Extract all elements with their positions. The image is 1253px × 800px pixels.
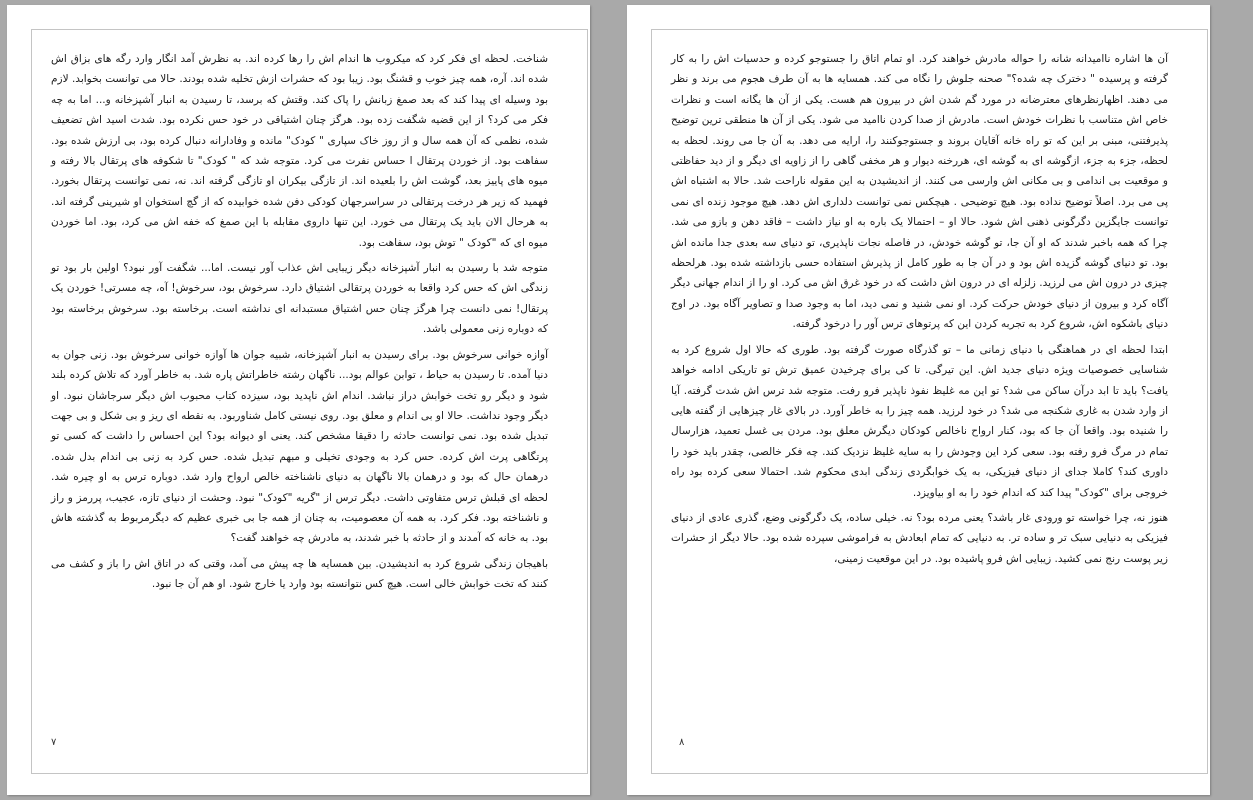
paragraph: ابتدا لحظه ای در هماهنگی با دنیای زمانی ما – تو گذرگاه صورت گرفته بود. طوری که حالا اول شروع کرد به شناسایی خصوصیات ویژه دنیای جدید اش. این تیرگی. تا کی برای چرخیدن عمیق ترش تو تاریکی ادامه خواهد یافت؟ باید تا ابد درآن ساکن می شد؟ تو این مه غلیظ نفوذ ناپذیر فرو رفت. متوجه شد ترس اش شدت گرفته. آیا از وارد شدن به غاری شکنجه می شد؟ در خود لرزید. همه چیز را به خاطر آورد. در بالای غار چیزهایی از گفته هایی را شنیده بود. واقعا آن جا که بود، کنار ارواح ناخالص کودکان دیگرش معلق بود. مردن بی غسل تعمید، هزارسال تمام در مرگ فرو رفته بود. سعی کرد این وجودش را به سایه غلیظ نزدیک کند. چه فکر خالصی، چقدر باید خود را داوری کند؟ کاملا جدای از دنیای فیزیکی، به یک خوابگردی زندگی ابدی محکوم شد. احتمالا سعی کرده بود راه خروجی برای "کودک" پیدا کند که اندام خود را به او بیاویزد. (671, 343, 1168, 499)
paragraph: باهیجان زندگی شروع کرد به اندیشیدن. بین همسایه ها چه پیش می آمد، وقتی که در اتاق اش را باز و کشف می کنند که تخت خوابش خالی است. هیچ کس نتوانسته بود وارد یا خارج شود. او هم آن جا نبود. (51, 557, 548, 591)
paragraph: هنوز نه، چرا خواسته تو ورودی غار باشد؟ یعنی مرده بود؟ نه. خیلی ساده، یک دگرگونی وضع، گذری عادی از دنیای فیزیکی به دنیایی سبک تر و ساده تر. به دنیایی که تمام ابعادش به فراموشی سپرده شده بود. حالا دیگر از حشرات زیر پوست رنج نمی کشید. زیبایی اش فرو پاشیده بود. در این موقعیت زمینی، (671, 511, 1168, 565)
page-number: ۷ (51, 737, 57, 748)
paragraph: شناخت. لحظه ای فکر کرد که میکروب ها اندام اش را رها کرده اند. به نظرش آمد انگار وارد رگه های بزاق اش شده اند. آره، همه چیز خوب و قشنگ بود. زیبا بود که حشرات ازش تخلیه شده بودند. حالا می توانست بخوابد. لازم بود وسیله ای پیدا کند که بعد صمغ زبانش را پاک کند. وقتش که برسد، تا رسیدن به انبار آشپزخانه و... اما به چه فکر می کرد؟ از این قضیه شگفت زده بود. هرگز چنان اشتیاقی در خود حس نکرده بود. شدت اسید اش تضعیف شده، نظمی که آن همه سال و از روز خاک سپاری " کودک" مانده و وفادارانه دنبال کرده بود، بی ارزش شده بود. سفاهت بود. از خوردن پرتقال ا حساس نفرت می کرد. متوجه شد که " کودک" تا شکوفه های پرتقال بالا رفته و میوه های پاییز بعد، گوشت اش را بلعیده اند. از تازگی بیکران او تازگی گرفته اند. نه، نمی توانست پرتقال بخورد. فهمید که زیر هر درخت پرتقالی در سراسرجهان کودکی دفن شده خوابیده که از گچ استخوان او شیرینی گرفته اند. به هرحال الان باید یک پرتقال می خورد. این تنها داروی مقابله با این صمغ که خفه اش می کرد، بود. اما خوردن میوه ای که "کودک " توش بود، سفاهت بود. (51, 53, 548, 249)
paragraph: متوجه شد با رسیدن به انبار آشپزخانه دیگر زیبایی اش عذاب آور نیست. اما... شگفت آور نبود؟ اولین بار بود تو زندگی اش که حس کرد واقعا به خوردن پرتقالی اشتیاق دارد. سرخوش بود، سرخوش! آه، چه مسرتی! خوردن یک پرتقال! نمی دانست چرا هرگز چنان حس اشتیاق مستبدانه ای نداشته است. برخاسته بود. سرخوش برخاسته بود که دوباره زنی معمولی باشد. (51, 262, 548, 336)
paragraph: آوازه خوانی سرخوش بود. برای رسیدن به انبار آشپزخانه، شبیه جوان ها آوازه خوانی سرخوش بود. زنی جوان به دنیا آمده. تا رسیدن به حیاط ، توابن عوالم بود... ناگهان رشته خاطراتش پاره شد. به خاطر آورد که تلاش کرده بلند شود و دیگر رو تخت خوابش دراز نباشد. اندام اش ناپدید بود، سیزده کتاب محبوب اش دیگر سرجاشان نبود. او دیگر وجود نداشت. حالا او بی اندام و معلق بود. روی نیستی کامل شناوربود. به نقطه ای ریز و بی شکل و بی جهت تبدیل شده بود. نمی توانست حادثه را دقیقا مشخص کند. یعنی او دیوانه بود؟ این احساس را داشت که کسی تو پرتگاهی پرت اش کرده. حس کرد به وجودی تخیلی و مبهم تبدیل شده. حس کرد به زنی بی اندام بدل شده. درهمان حال که بود و درهمان بالا ناگهان به دنیای ناشناخته خالص ارواح وارد شد. دوباره ترس به او چیره شد. لحظه ای قبلش ترس متفاوتی داشت. دیگر ترس از "گریه "کودک" نبود. وحشت از دنیای تازه، عجیب، پررمز و راز و ناشناخته بود. فکر کرد. به همه آن معصومیت، به چنان از همه جا بی خبری عظیم که دیگرمربوط به گذشته هاش بود. به خانه که آمدند و از حادثه با خبر شدند، به مادرش چه خواهند گفت؟ (51, 348, 548, 545)
page-number: ۸ (679, 737, 685, 748)
page-text-body (51, 49, 548, 600)
paragraph: آن ها اشاره ناامیدانه شانه را حواله مادرش خواهند کرد. او تمام اتاق را جستوجو کرده و حدسیات اش را به کار گرفته و پرسیده " دخترک چه شده؟" صحنه جلوش را نگاه می کند. همسایه ها به آن طرف هجوم می برند و نظر می دهند. اظهارنظرهای معترضانه در مورد گم شدن اش در بیرون هم هست. یکی از آن ها یگانه است و نظرات خاص اش متناسب با نظرات خودش است. مادرش از صدا کردن ناامید می شود. یکی از آن ها منطقی ترین توضیح پذیرفتنی، مبنی بر این که تو راه خانه آقایان بروند و جستوجوکنند را، ارایه می دهد. به آن جا می روند. لحظه به لحظه، جزء به جزء، ازگوشه ای به گوشه ای، هررخنه دیوار و هر مخفی گاهی را از زاویه ای دیگر و از دید حفاظتی و موقعیت بی اندامی و بی مکانی اش وارسی می کنند. از اندیشیدن به این مقوله ناراحت شد. حالا به اشتباه اش پی می برد. اصلاً توضیح نداده بود. هیچ توضیحی . هیچکس نمی توانست دلداری اش دهد. هیچ موجود زنده ای نمی توانست جایگزین دگرگونی ذهنی اش شود. حالا او – احتمالا یک باره به او نیاز داشت – فاقد دهن و بازو می شد. چرا که همه باخبر شدند که او آن جا، تو گوشه خودش، در فاصله نجات ناپذیری، تو دنیای سه بعدی جدا مانده اش بود. تو دنیای گوشه گزیده اش بود و در آن جا به طور کامل از پذیرش استفاده حسی بازداشته شده بود. هرلحظه چیزی در درون اش می لرزید. زلزله ای در درون اش داشت که در خود غرق اش می کرد. او را از اندام جهانی دیگر آگاه کرد و بیرون از دنیای خودش حرکت کرد. او نمی شنید و نمی دید، اما به وجود صدا و تصاویر آگاه بود. در اوج دنیای باشکوه اش، شروع کرد به تجربه کردن این که پرتوهای ترس آور را درخود گرفته. (671, 53, 1168, 331)
document-page-right (627, 5, 1210, 795)
page-text-body (671, 49, 1168, 574)
document-page-left (7, 5, 590, 795)
